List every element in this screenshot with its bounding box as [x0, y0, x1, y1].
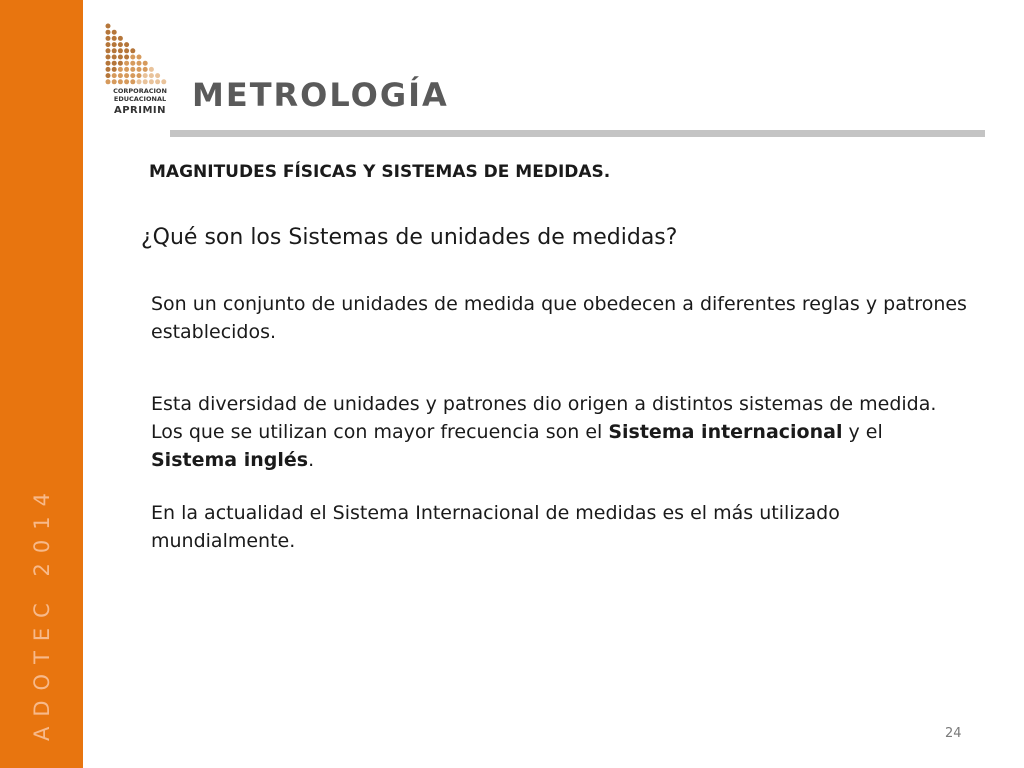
page-number: 24 [945, 726, 962, 741]
aprimin-logo [104, 22, 176, 120]
page-title: METROLOGÍA [192, 76, 449, 114]
logo-line-aprimin: APRIMIN [113, 105, 167, 116]
paragraph-si-usage: En la actualidad el Sistema Internacional de medidas es el más utilizado mundialmente. [151, 502, 840, 552]
sistema-ingles-term: Sistema inglés [151, 449, 309, 471]
header-divider [170, 130, 985, 137]
paragraph-systems-text-3: . [308, 449, 315, 471]
section-question: ¿Qué son los Sistemas de unidades de medidas? [141, 225, 678, 250]
paragraph-systems-text-2: y el [842, 421, 883, 443]
paragraph-systems-text-1: Esta diversidad de unidades y patrones dio origen a distintos sistemas de medida. Los que se utilizan con mayor frecuencia son el [151, 393, 937, 443]
logo-line-educacional: EDUCACIONAL [113, 95, 167, 103]
logo-dot-pattern [104, 22, 176, 86]
logo-line-corporacion: CORPORACION [113, 87, 167, 95]
paragraph-systems [151, 390, 971, 474]
sistema-internacional-term: Sistema internacional [608, 421, 843, 443]
paragraph-definition: Son un conjunto de unidades de medida que obedecen a diferentes reglas y patrones establecidos. [151, 293, 967, 343]
sidebar-watermark-text: ADOTEC 2014 [30, 483, 54, 741]
section-subtitle: MAGNITUDES FÍSICAS Y SISTEMAS DE MEDIDAS. [149, 162, 611, 182]
sidebar-band [0, 0, 83, 768]
